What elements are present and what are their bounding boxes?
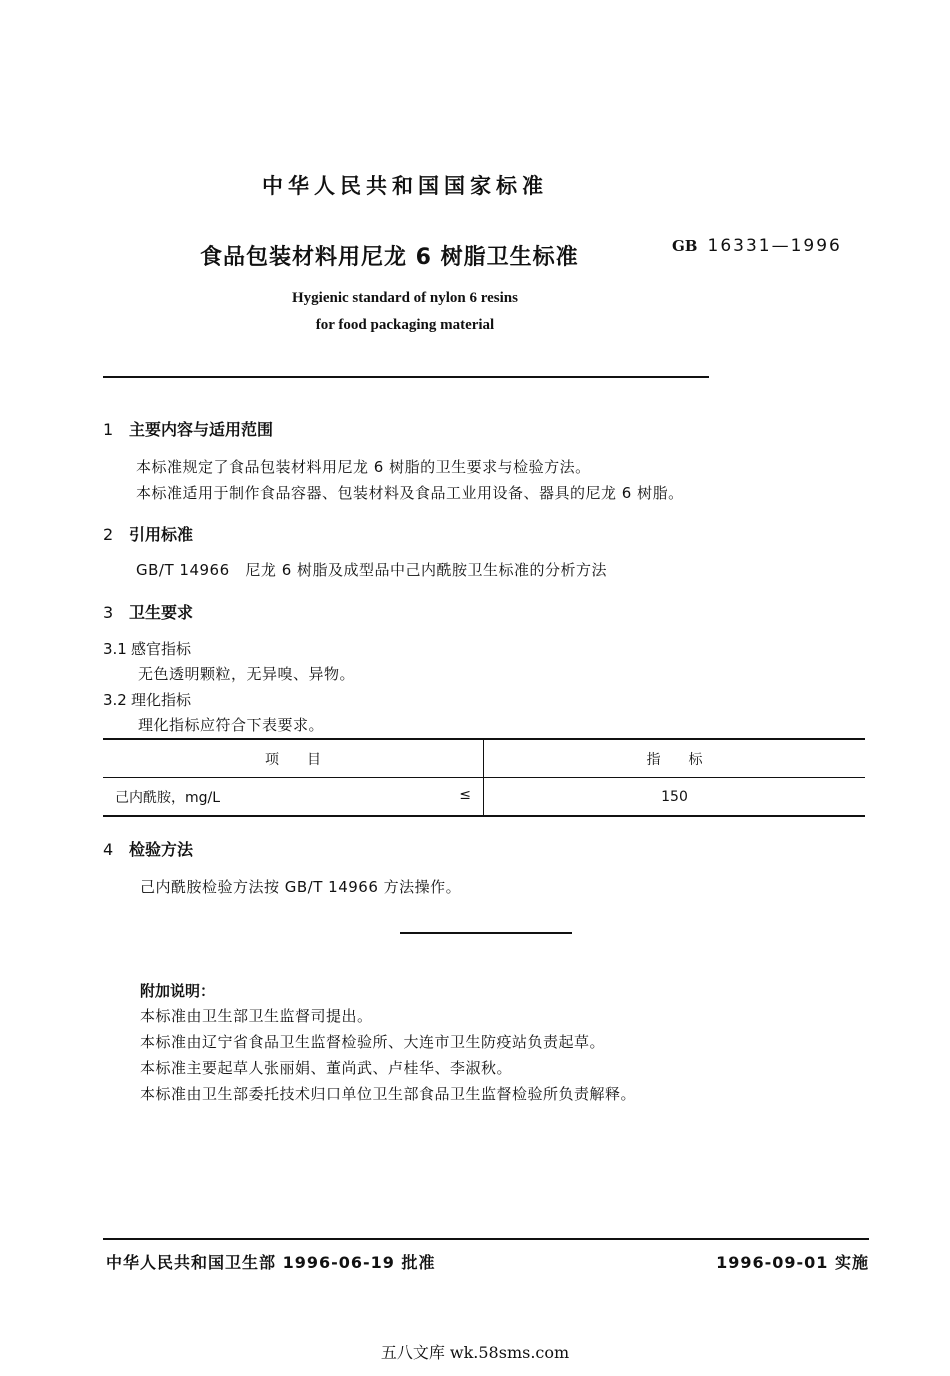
document-title-en-line1: Hygienic standard of nylon 6 resins: [291, 290, 518, 306]
subsection-3-2-text: 理化指标应符合下表要求。: [138, 716, 325, 734]
table-row: [103, 778, 865, 817]
standard-prefix: GB: [672, 237, 698, 255]
appendix-line: 本标准由辽宁省食品卫生监督检验所、大连市卫生防疫站负责起草。: [140, 1033, 606, 1051]
appendix-line: 本标准由卫生部委托技术归口单位卫生部食品卫生监督检验所负责解释。: [140, 1085, 637, 1103]
row-value-cell: 150: [661, 788, 688, 805]
section-number: 3: [103, 603, 114, 622]
subsection-title: 理化指标: [131, 691, 192, 709]
document-title-en-line2: for food packaging material: [315, 317, 495, 333]
appendix-line: 本标准由卫生部卫生监督司提出。: [140, 1007, 373, 1025]
row-operator: ≤: [459, 786, 471, 803]
table-header-row: [103, 739, 865, 778]
physicochemical-index-table: [103, 738, 865, 817]
section-1-paragraph-1: 本标准规定了食品包装材料用尼龙 6 树脂的卫生要求与检验方法。: [136, 458, 591, 476]
subsection-title: 感官指标: [131, 640, 192, 658]
section-1-heading: [103, 417, 273, 440]
document-title-cn: 食品包装材料用尼龙 6 树脂卫生标准: [200, 245, 579, 270]
section-4-heading: [103, 837, 193, 860]
appendix-line: 本标准主要起草人张丽娟、董尚武、卢桂华、李淑秋。: [140, 1059, 513, 1077]
implementation-date: 1996-09-01 实施: [716, 1253, 869, 1272]
section-3-heading: [103, 600, 193, 623]
section-number: 2: [103, 525, 114, 544]
section-title: 引用标准: [129, 525, 194, 544]
subsection-number: 3.2: [103, 691, 127, 709]
section-4-text: 己内酰胺检验方法按 GB/T 14966 方法操作。: [140, 878, 462, 896]
standard-number: [672, 236, 842, 256]
subsection-3-2-heading: [103, 689, 191, 710]
row-item-name: 己内酰胺，mg/L: [115, 789, 221, 806]
column-header-index: 指 标: [484, 739, 866, 778]
end-divider: [400, 932, 572, 934]
subsection-3-1-heading: [103, 638, 191, 659]
section-2-heading: [103, 522, 193, 545]
footer-divider: [103, 1238, 869, 1240]
appendix-title: 附加说明：: [140, 982, 216, 1000]
column-header-item: 项 目: [103, 739, 484, 778]
approval-statement: 中华人民共和国卫生部 1996-06-19 批准: [106, 1253, 436, 1272]
section-title: 主要内容与适用范围: [129, 420, 274, 439]
section-title: 检验方法: [129, 840, 194, 859]
row-item-cell: [103, 778, 484, 817]
section-number: 1: [103, 420, 114, 439]
section-number: 4: [103, 840, 114, 859]
section-1-paragraph-2: 本标准适用于制作食品容器、包装材料及食品工业用设备、器具的尼龙 6 树脂。: [136, 484, 684, 502]
title-divider: [103, 376, 709, 378]
national-standard-heading: 中华人民共和国国家标准: [262, 174, 548, 198]
reference-standard: GB/T 14966 尼龙 6 树脂及成型品中己内酰胺卫生标准的分析方法: [136, 561, 608, 579]
subsection-3-1-text: 无色透明颗粒，无异嗅、异物。: [138, 665, 356, 683]
standard-code: 16331—1996: [707, 236, 842, 256]
watermark: 五八文库 wk.58sms.com: [380, 1343, 570, 1362]
subsection-number: 3.1: [103, 640, 127, 658]
section-title: 卫生要求: [129, 603, 194, 622]
